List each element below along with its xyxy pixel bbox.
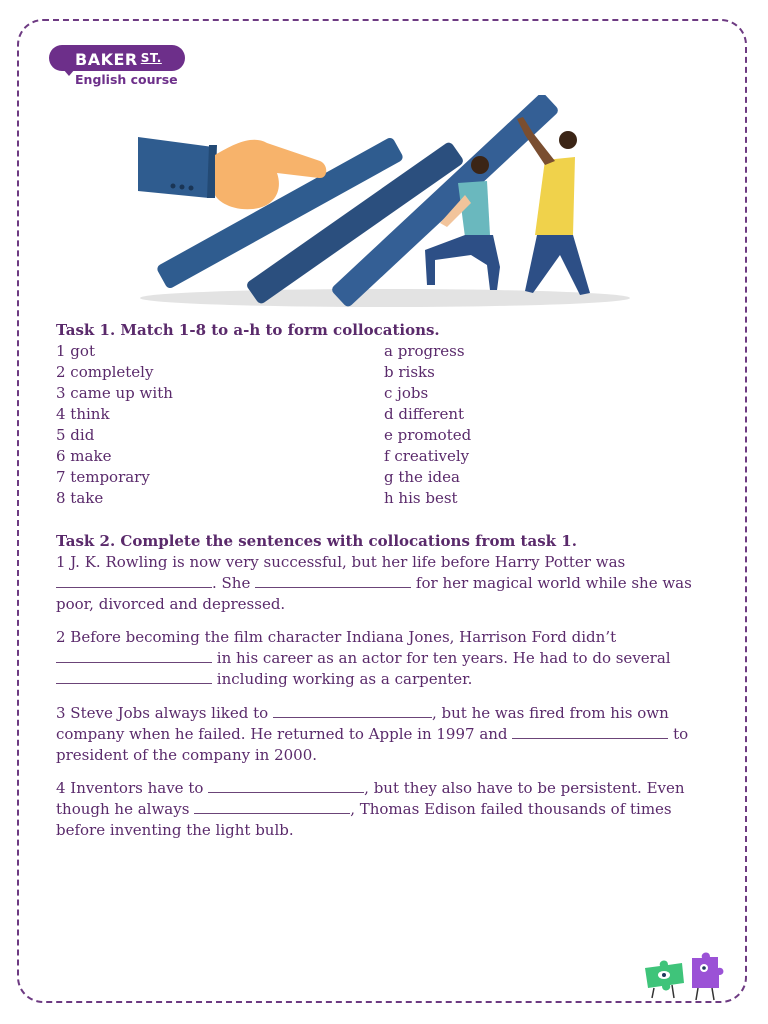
- task2-title: Task 2. Complete the sentences with collocations from task 1.: [56, 532, 577, 550]
- answer-blank[interactable]: [255, 573, 411, 588]
- task1-right-item: h his best: [384, 489, 458, 507]
- task1-right-item: d different: [384, 405, 465, 423]
- sentence-text: in his career as an actor for ten years. He had to do several: [216, 649, 671, 667]
- task1-right-item: a progress: [384, 342, 465, 360]
- sentence-text: though he always: [56, 800, 190, 818]
- sentence-text: to: [673, 725, 689, 743]
- sentence-text: for her magical world while she was: [415, 574, 692, 592]
- task1-left-item: 3 came up with: [56, 384, 173, 402]
- sentence-text: poor, divorced and depressed.: [56, 595, 286, 613]
- sentence-text: . She: [212, 574, 251, 592]
- answer-blank[interactable]: [512, 724, 668, 739]
- sentence-text: company when he failed. He returned to Apple in 1997 and: [56, 725, 508, 743]
- logo-pill: [49, 45, 185, 71]
- task1-title: Task 1. Match 1-8 to a-h to form collocations.: [56, 321, 440, 339]
- answer-blank[interactable]: [56, 669, 212, 684]
- task1-right-item: f creatively: [384, 447, 470, 465]
- answer-blank[interactable]: [56, 648, 212, 663]
- task1-left-item: 7 temporary: [56, 468, 150, 486]
- brand-logo: [49, 45, 189, 87]
- task1-left-item: 6 make: [56, 447, 112, 465]
- sentence-text: , but they also have to be persistent. Even: [364, 779, 685, 797]
- logo-brand-suffix: ST.: [140, 51, 162, 65]
- task1-left-item: 5 did: [56, 426, 95, 444]
- sentence-text: including working as a carpenter.: [216, 670, 473, 688]
- logo-brand: BAKER: [75, 50, 138, 69]
- task1-right-item: e promoted: [384, 426, 472, 444]
- answer-blank[interactable]: [56, 573, 212, 588]
- sentence-4: [56, 778, 696, 841]
- sentence-text: 2 Before becoming the film character Indiana Jones, Harrison Ford didn’t: [56, 628, 617, 646]
- puzzle-mascot-icon: [640, 948, 730, 1004]
- task1-left-item: 8 take: [56, 489, 104, 507]
- sentence-text: before inventing the light bulb.: [56, 821, 294, 839]
- sentence-2: [56, 627, 696, 690]
- task1-left-item: 1 got: [56, 342, 95, 360]
- task1-left-item: 4 think: [56, 405, 110, 423]
- sentence-text: , but he was fired from his own: [431, 704, 669, 722]
- task1-right-item: g the idea: [384, 468, 460, 486]
- answer-blank[interactable]: [194, 799, 350, 814]
- task1-left-item: 2 completely: [56, 363, 154, 381]
- task1-right-item: b risks: [384, 363, 435, 381]
- sentence-text: 3 Steve Jobs always liked to: [56, 704, 269, 722]
- sentence-text: , Thomas Edison failed thousands of times: [350, 800, 672, 818]
- sentence-text: 1 J. K. Rowling is now very successful, but her life before Harry Potter was: [56, 553, 626, 571]
- sentence-text: 4 Inventors have to: [56, 779, 204, 797]
- answer-blank[interactable]: [273, 703, 432, 718]
- logo-subtitle: English course: [75, 72, 178, 87]
- sentence-3: [56, 703, 696, 766]
- sentence-text: president of the company in 2000.: [56, 746, 318, 764]
- task1-right-item: c jobs: [384, 384, 429, 402]
- dominoes-illustration: [135, 95, 635, 310]
- logo-speech-tail: [63, 69, 75, 76]
- answer-blank[interactable]: [208, 778, 364, 793]
- sentence-1: [56, 552, 696, 615]
